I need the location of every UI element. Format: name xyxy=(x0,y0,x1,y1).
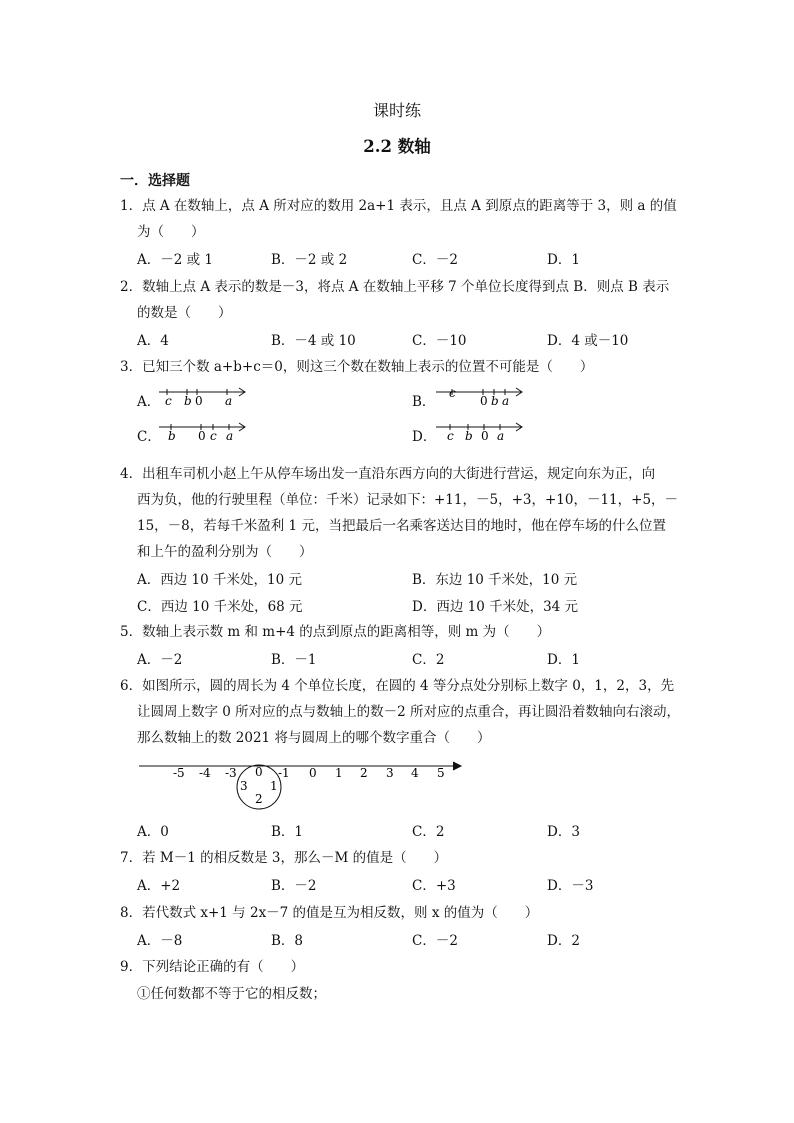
q1-option-b[interactable]: B．－2 或 2 xyxy=(271,252,348,268)
q6-option-b[interactable]: B．1 xyxy=(271,824,304,840)
q6-number-line-figure xyxy=(135,755,465,815)
axis-label: 0 xyxy=(480,394,488,407)
q4-option-b[interactable]: B．东边 10 千米处，10 元 xyxy=(412,572,578,588)
axis-label: a xyxy=(502,394,510,407)
axis-label: b xyxy=(168,429,176,442)
tick-label: -4 xyxy=(199,766,211,780)
q4-option-a[interactable]: A．西边 10 千米处，10 元 xyxy=(137,572,302,588)
circle-label: 0 xyxy=(255,765,263,779)
q7-option-d[interactable]: D．－3 xyxy=(547,878,594,894)
q3-option-c[interactable]: C． xyxy=(137,429,161,445)
tick-label: -3 xyxy=(225,766,237,780)
question-9-line-1: 9．下列结论正确的有（ ） xyxy=(120,959,305,975)
q3-option-b[interactable]: B． xyxy=(412,394,436,410)
q6-option-c[interactable]: C．2 xyxy=(412,824,445,840)
page-title: 课时练 xyxy=(372,101,421,120)
section-heading: 一．选择题 xyxy=(120,173,190,189)
q7-option-a[interactable]: A．+2 xyxy=(137,878,181,894)
question-4-line-3: 15，－8，若每千米盈利 1 元，当把最后一名乘客送达目的地时，他在停车场的什么位置 xyxy=(137,518,666,534)
axis-label: 0 xyxy=(481,429,489,442)
q4-option-d[interactable]: D．西边 10 千米处，34 元 xyxy=(412,599,579,615)
q7-option-c[interactable]: C．+3 xyxy=(412,878,456,894)
tick-label: 3 xyxy=(386,766,394,780)
axis-label: c xyxy=(447,429,454,442)
question-2-line-2: 的数是（ ） xyxy=(137,305,232,321)
q1-option-d[interactable]: D．1 xyxy=(547,252,580,268)
question-4-line-2: 西为负，他的行驶里程（单位：千米）记录如下：+11，－5，+3，+10，－11，+5，－ xyxy=(137,492,679,508)
q8-option-b[interactable]: B．8 xyxy=(271,933,304,949)
axis-label: 0 xyxy=(195,394,203,407)
circle-label: 3 xyxy=(240,779,248,793)
q3-option-a[interactable]: A． xyxy=(137,394,161,410)
tick-label: 2 xyxy=(360,766,368,780)
axis-label: 0 xyxy=(198,429,206,442)
axis-label: b xyxy=(465,429,473,442)
q3-option-d[interactable]: D． xyxy=(412,429,437,445)
q6-option-a[interactable]: A．0 xyxy=(137,824,169,840)
axis-label: c xyxy=(449,386,456,400)
axis-label: a xyxy=(497,429,505,442)
tick-label: 5 xyxy=(437,766,445,780)
q1-option-a[interactable]: A．－2 或 1 xyxy=(137,252,214,268)
circle-label: 2 xyxy=(255,792,263,806)
question-8-line-1: 8．若代数式 x+1 与 2x－7 的值是互为相反数，则 x 的值为（ ） xyxy=(120,905,539,921)
question-5-line-1: 5．数轴上表示数 m 和 m+4 的点到原点的距离相等，则 m 为（ ） xyxy=(120,624,551,640)
q8-option-a[interactable]: A．－8 xyxy=(137,933,183,949)
tick-label: 1 xyxy=(335,766,343,780)
q2-option-d[interactable]: D．4 或－10 xyxy=(547,333,629,349)
question-4-line-4: 和上午的盈利分别为（ ） xyxy=(137,544,313,560)
q3-axis-a xyxy=(155,385,250,407)
axis-label: a xyxy=(226,429,234,442)
question-2-line-1: 2．数轴上点 A 表示的数是－3，将点 A 在数轴上平移 7 个单位长度得到点 B．则点 B 表示 xyxy=(120,279,670,295)
q4-option-c[interactable]: C．西边 10 千米处，68 元 xyxy=(137,599,303,615)
axis-label: c xyxy=(165,394,172,407)
q8-option-d[interactable]: D．2 xyxy=(547,933,580,949)
q5-option-a[interactable]: A．－2 xyxy=(137,652,183,668)
question-6-line-3: 那么数轴上的数 2021 将与圆周上的哪个数字重合（ ） xyxy=(137,730,491,746)
q2-option-a[interactable]: A．4 xyxy=(137,333,169,349)
axis-label: b xyxy=(184,394,192,407)
q6-option-d[interactable]: D．3 xyxy=(547,824,580,840)
q2-option-b[interactable]: B．－4 或 10 xyxy=(271,333,356,349)
circle-label: 1 xyxy=(270,779,278,793)
q3-axis-c xyxy=(155,420,250,442)
question-7-line-1: 7．若 M－1 的相反数是 3，那么－M 的值是（ ） xyxy=(120,850,448,866)
question-1-line-1: 1．点 A 在数轴上，点 A 所对应的数用 2a+1 表示，且点 A 到原点的距离等于 3，则 a 的值 xyxy=(120,198,677,214)
page-subtitle: 2.2 数轴 xyxy=(363,137,431,156)
q5-option-c[interactable]: C．2 xyxy=(412,652,445,668)
q8-option-c[interactable]: C．－2 xyxy=(412,933,458,949)
q5-option-d[interactable]: D．1 xyxy=(547,652,580,668)
tick-label: -5 xyxy=(173,766,185,780)
q3-axis-b xyxy=(432,385,527,407)
q5-option-b[interactable]: B．－1 xyxy=(271,652,317,668)
q2-option-c[interactable]: C．－10 xyxy=(412,333,467,349)
q1-option-c[interactable]: C．－2 xyxy=(412,252,458,268)
tick-label: -1 xyxy=(278,766,290,780)
q3-axis-d xyxy=(432,420,527,442)
axis-label: c xyxy=(210,429,217,442)
tick-label: 4 xyxy=(411,766,419,780)
tick-label: 0 xyxy=(309,766,317,780)
question-9-statement-1: ①任何数都不等于它的相反数； xyxy=(137,986,326,1002)
question-3-line-1: 3．已知三个数 a+b+c＝0，则这三个数在数轴上表示的位置不可能是（ ） xyxy=(120,359,594,375)
question-6-line-1: 6．如图所示，圆的周长为 4 个单位长度，在圆的 4 等分点处分别标上数字 0，1，2，3，先 xyxy=(120,678,675,694)
axis-label: a xyxy=(225,394,233,407)
arrow-icon xyxy=(453,762,461,770)
question-4-line-1: 4．出租车司机小赵上午从停车场出发一直沿东西方向的大街进行营运，规定向东为正，向 xyxy=(120,466,656,482)
axis-label: b xyxy=(491,394,499,407)
question-1-line-2: 为（ ） xyxy=(137,224,205,240)
question-6-line-2: 让圆周上数字 0 所对应的点与数轴上的数－2 所对应的点重合，再让圆沿着数轴向右滚动， xyxy=(137,704,681,720)
q7-option-b[interactable]: B．－2 xyxy=(271,878,317,894)
